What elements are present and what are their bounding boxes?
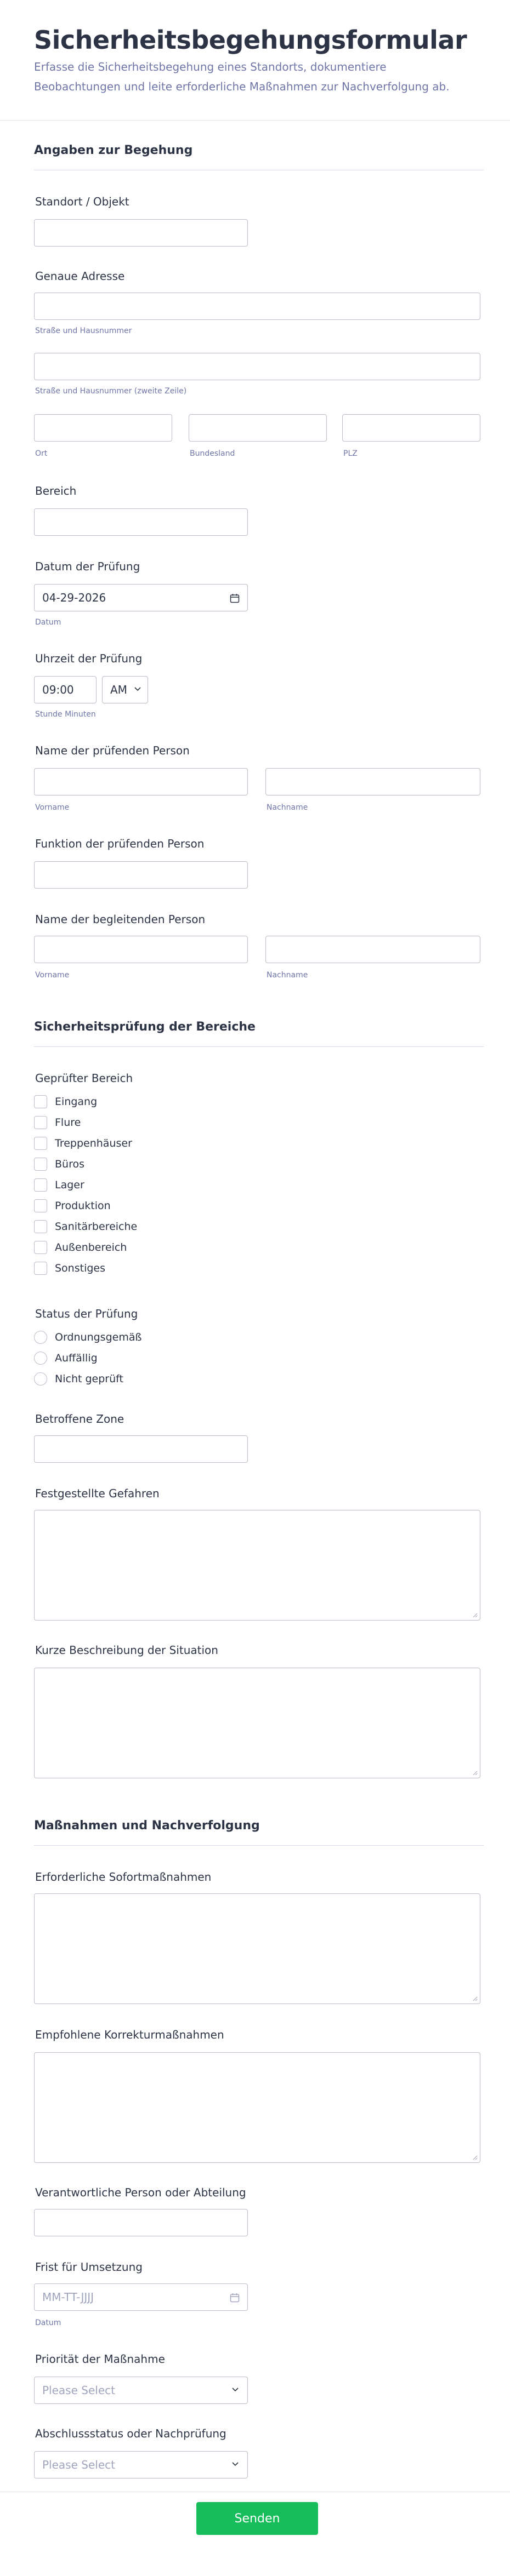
section-title-areas: Sicherheitsprüfung der Bereiche xyxy=(34,1020,256,1034)
section-title-details: Angaben zur Begehung xyxy=(34,144,193,157)
inspector-first-sublabel: Vorname xyxy=(35,803,70,812)
city-sublabel: Ort xyxy=(35,449,48,458)
corrective-label: Empfohlene Korrekturmaßnahmen xyxy=(35,2028,224,2041)
calendar-icon[interactable] xyxy=(230,593,240,603)
corrective-textarea[interactable] xyxy=(34,2052,480,2163)
checkbox-option[interactable] xyxy=(34,1095,97,1109)
ampm-value: AM xyxy=(110,683,127,696)
inspector-label: Name der prüfenden Person xyxy=(35,744,190,757)
location-input[interactable] xyxy=(34,219,248,247)
resize-grip-icon[interactable] xyxy=(472,2155,478,2160)
checkbox-label: Sanitärbereiche xyxy=(55,1221,138,1233)
closure-select[interactable] xyxy=(34,2451,248,2478)
date-input[interactable] xyxy=(34,584,248,611)
inspector-last-name-input[interactable] xyxy=(265,768,480,795)
resize-grip-icon[interactable] xyxy=(472,1770,478,1776)
checkbox-label: Flure xyxy=(55,1117,81,1129)
state-sublabel: Bundesland xyxy=(190,449,235,458)
deadline-input[interactable] xyxy=(34,2283,248,2311)
form-header xyxy=(0,0,510,121)
chevron-down-icon xyxy=(232,2462,239,2466)
checkbox[interactable] xyxy=(34,1137,47,1150)
radio[interactable] xyxy=(34,1331,47,1344)
area-label: Bereich xyxy=(35,484,77,497)
checkbox[interactable] xyxy=(34,1158,47,1171)
date-sublabel: Datum xyxy=(35,618,61,627)
companion-label: Name der begleitenden Person xyxy=(35,913,206,926)
responsible-label: Verantwortliche Person oder Abteilung xyxy=(35,2186,246,2199)
area-input[interactable] xyxy=(34,508,248,536)
hazards-label: Festgestellte Gefahren xyxy=(35,1487,160,1500)
checkbox-label: Sonstiges xyxy=(55,1262,106,1274)
companion-last-sublabel: Nachname xyxy=(267,971,308,980)
street-line2-sublabel: Straße und Hausnummer (zweite Zeile) xyxy=(35,387,187,396)
situation-textarea[interactable] xyxy=(34,1668,480,1778)
zone-input[interactable] xyxy=(34,1435,248,1463)
street-line2-input[interactable] xyxy=(34,353,480,380)
location-label: Standort / Objekt xyxy=(35,195,129,208)
situation-label: Kurze Beschreibung der Situation xyxy=(35,1644,218,1657)
section-divider xyxy=(34,1046,484,1047)
radio-option[interactable] xyxy=(34,1372,123,1386)
radio[interactable] xyxy=(34,1352,47,1365)
radio-label: Auffällig xyxy=(55,1352,98,1364)
hazards-textarea[interactable] xyxy=(34,1510,480,1621)
checkbox[interactable] xyxy=(34,1178,47,1192)
address-label: Genaue Adresse xyxy=(35,270,125,283)
form-title: Sicherheitsbegehungsformular xyxy=(34,25,467,55)
checkbox[interactable] xyxy=(34,1095,47,1108)
deadline-sublabel: Datum xyxy=(35,2319,61,2327)
zip-input[interactable] xyxy=(342,414,480,442)
checkbox[interactable] xyxy=(34,1199,47,1212)
responsible-input[interactable] xyxy=(34,2209,248,2236)
street-line1-input[interactable] xyxy=(34,293,480,320)
checkbox-label: Außenbereich xyxy=(55,1241,127,1253)
checkbox-option[interactable] xyxy=(34,1261,105,1275)
companion-last-name-input[interactable] xyxy=(265,936,480,963)
role-input[interactable] xyxy=(34,861,248,889)
time-label: Uhrzeit der Prüfung xyxy=(35,652,143,665)
inspector-first-name-input[interactable] xyxy=(34,768,248,795)
radio-label: Ordnungsgemäß xyxy=(55,1331,142,1343)
checkbox[interactable] xyxy=(34,1241,47,1254)
checkbox[interactable] xyxy=(34,1220,47,1233)
city-input[interactable] xyxy=(34,414,172,442)
closure-placeholder: Please Select xyxy=(42,2458,115,2471)
priority-placeholder: Please Select xyxy=(42,2384,115,2397)
radio-option[interactable] xyxy=(34,1330,141,1344)
immediate-textarea[interactable] xyxy=(34,1893,480,2004)
radio[interactable] xyxy=(34,1372,47,1386)
closure-label: Abschlussstatus oder Nachprüfung xyxy=(35,2427,226,2440)
priority-select[interactable] xyxy=(34,2377,248,2404)
checkbox[interactable] xyxy=(34,1262,47,1275)
checkbox-option[interactable] xyxy=(34,1240,127,1255)
time-sublabel: Stunde Minuten xyxy=(35,710,96,719)
street-line1-sublabel: Straße und Hausnummer xyxy=(35,327,132,335)
resize-grip-icon[interactable] xyxy=(472,1612,478,1618)
date-value: 04-29-2026 xyxy=(42,591,106,604)
form-description: Erfasse die Sicherheitsbegehung eines Standorts, dokumentiere Beobachtungen und leite erforderliche Maßnahmen zur Nachverfolgung ab. xyxy=(34,60,450,93)
ampm-select[interactable] xyxy=(102,676,148,703)
section-divider xyxy=(34,1845,484,1846)
checkbox-label: Lager xyxy=(55,1179,84,1191)
role-label: Funktion der prüfenden Person xyxy=(35,837,205,850)
zone-label: Betroffene Zone xyxy=(35,1412,124,1426)
checkbox-label: Treppenhäuser xyxy=(55,1137,132,1149)
calendar-icon[interactable] xyxy=(230,2293,240,2303)
companion-first-sublabel: Vorname xyxy=(35,971,70,980)
chevron-down-icon xyxy=(134,687,141,691)
checkbox-option[interactable] xyxy=(34,1178,84,1192)
checked-area-label: Geprüfter Bereich xyxy=(35,1072,133,1085)
date-label: Datum der Prüfung xyxy=(35,560,140,573)
section-title-actions: Maßnahmen und Nachverfolgung xyxy=(34,1819,260,1833)
status-label: Status der Prüfung xyxy=(35,1307,138,1320)
checkbox-option[interactable] xyxy=(34,1157,84,1171)
resize-grip-icon[interactable] xyxy=(472,1996,478,2001)
deadline-label: Frist für Umsetzung xyxy=(35,2260,143,2274)
radio-option[interactable] xyxy=(34,1351,98,1365)
submit-button[interactable]: Senden xyxy=(196,2502,318,2535)
radio-label: Nicht geprüft xyxy=(55,1373,123,1385)
state-input[interactable] xyxy=(189,414,327,442)
chevron-down-icon xyxy=(232,2388,239,2392)
inspector-last-sublabel: Nachname xyxy=(267,803,308,812)
checkbox-label: Produktion xyxy=(55,1200,111,1212)
checkbox-label: Eingang xyxy=(55,1096,98,1108)
checkbox-label: Büros xyxy=(55,1158,84,1170)
time-value: 09:00 xyxy=(42,683,74,696)
checkbox-option[interactable] xyxy=(34,1199,111,1213)
checkbox-option[interactable] xyxy=(34,1220,137,1234)
priority-label: Priorität der Maßnahme xyxy=(35,2352,165,2366)
time-input[interactable] xyxy=(34,676,97,703)
zip-sublabel: PLZ xyxy=(343,449,358,458)
companion-first-name-input[interactable] xyxy=(34,936,248,963)
checkbox[interactable] xyxy=(34,1116,47,1129)
checkbox-option[interactable] xyxy=(34,1136,132,1150)
deadline-placeholder: MM-TT-JJJJ xyxy=(42,2291,94,2304)
immediate-label: Erforderliche Sofortmaßnahmen xyxy=(35,1870,212,1884)
checkbox-option[interactable] xyxy=(34,1115,81,1130)
